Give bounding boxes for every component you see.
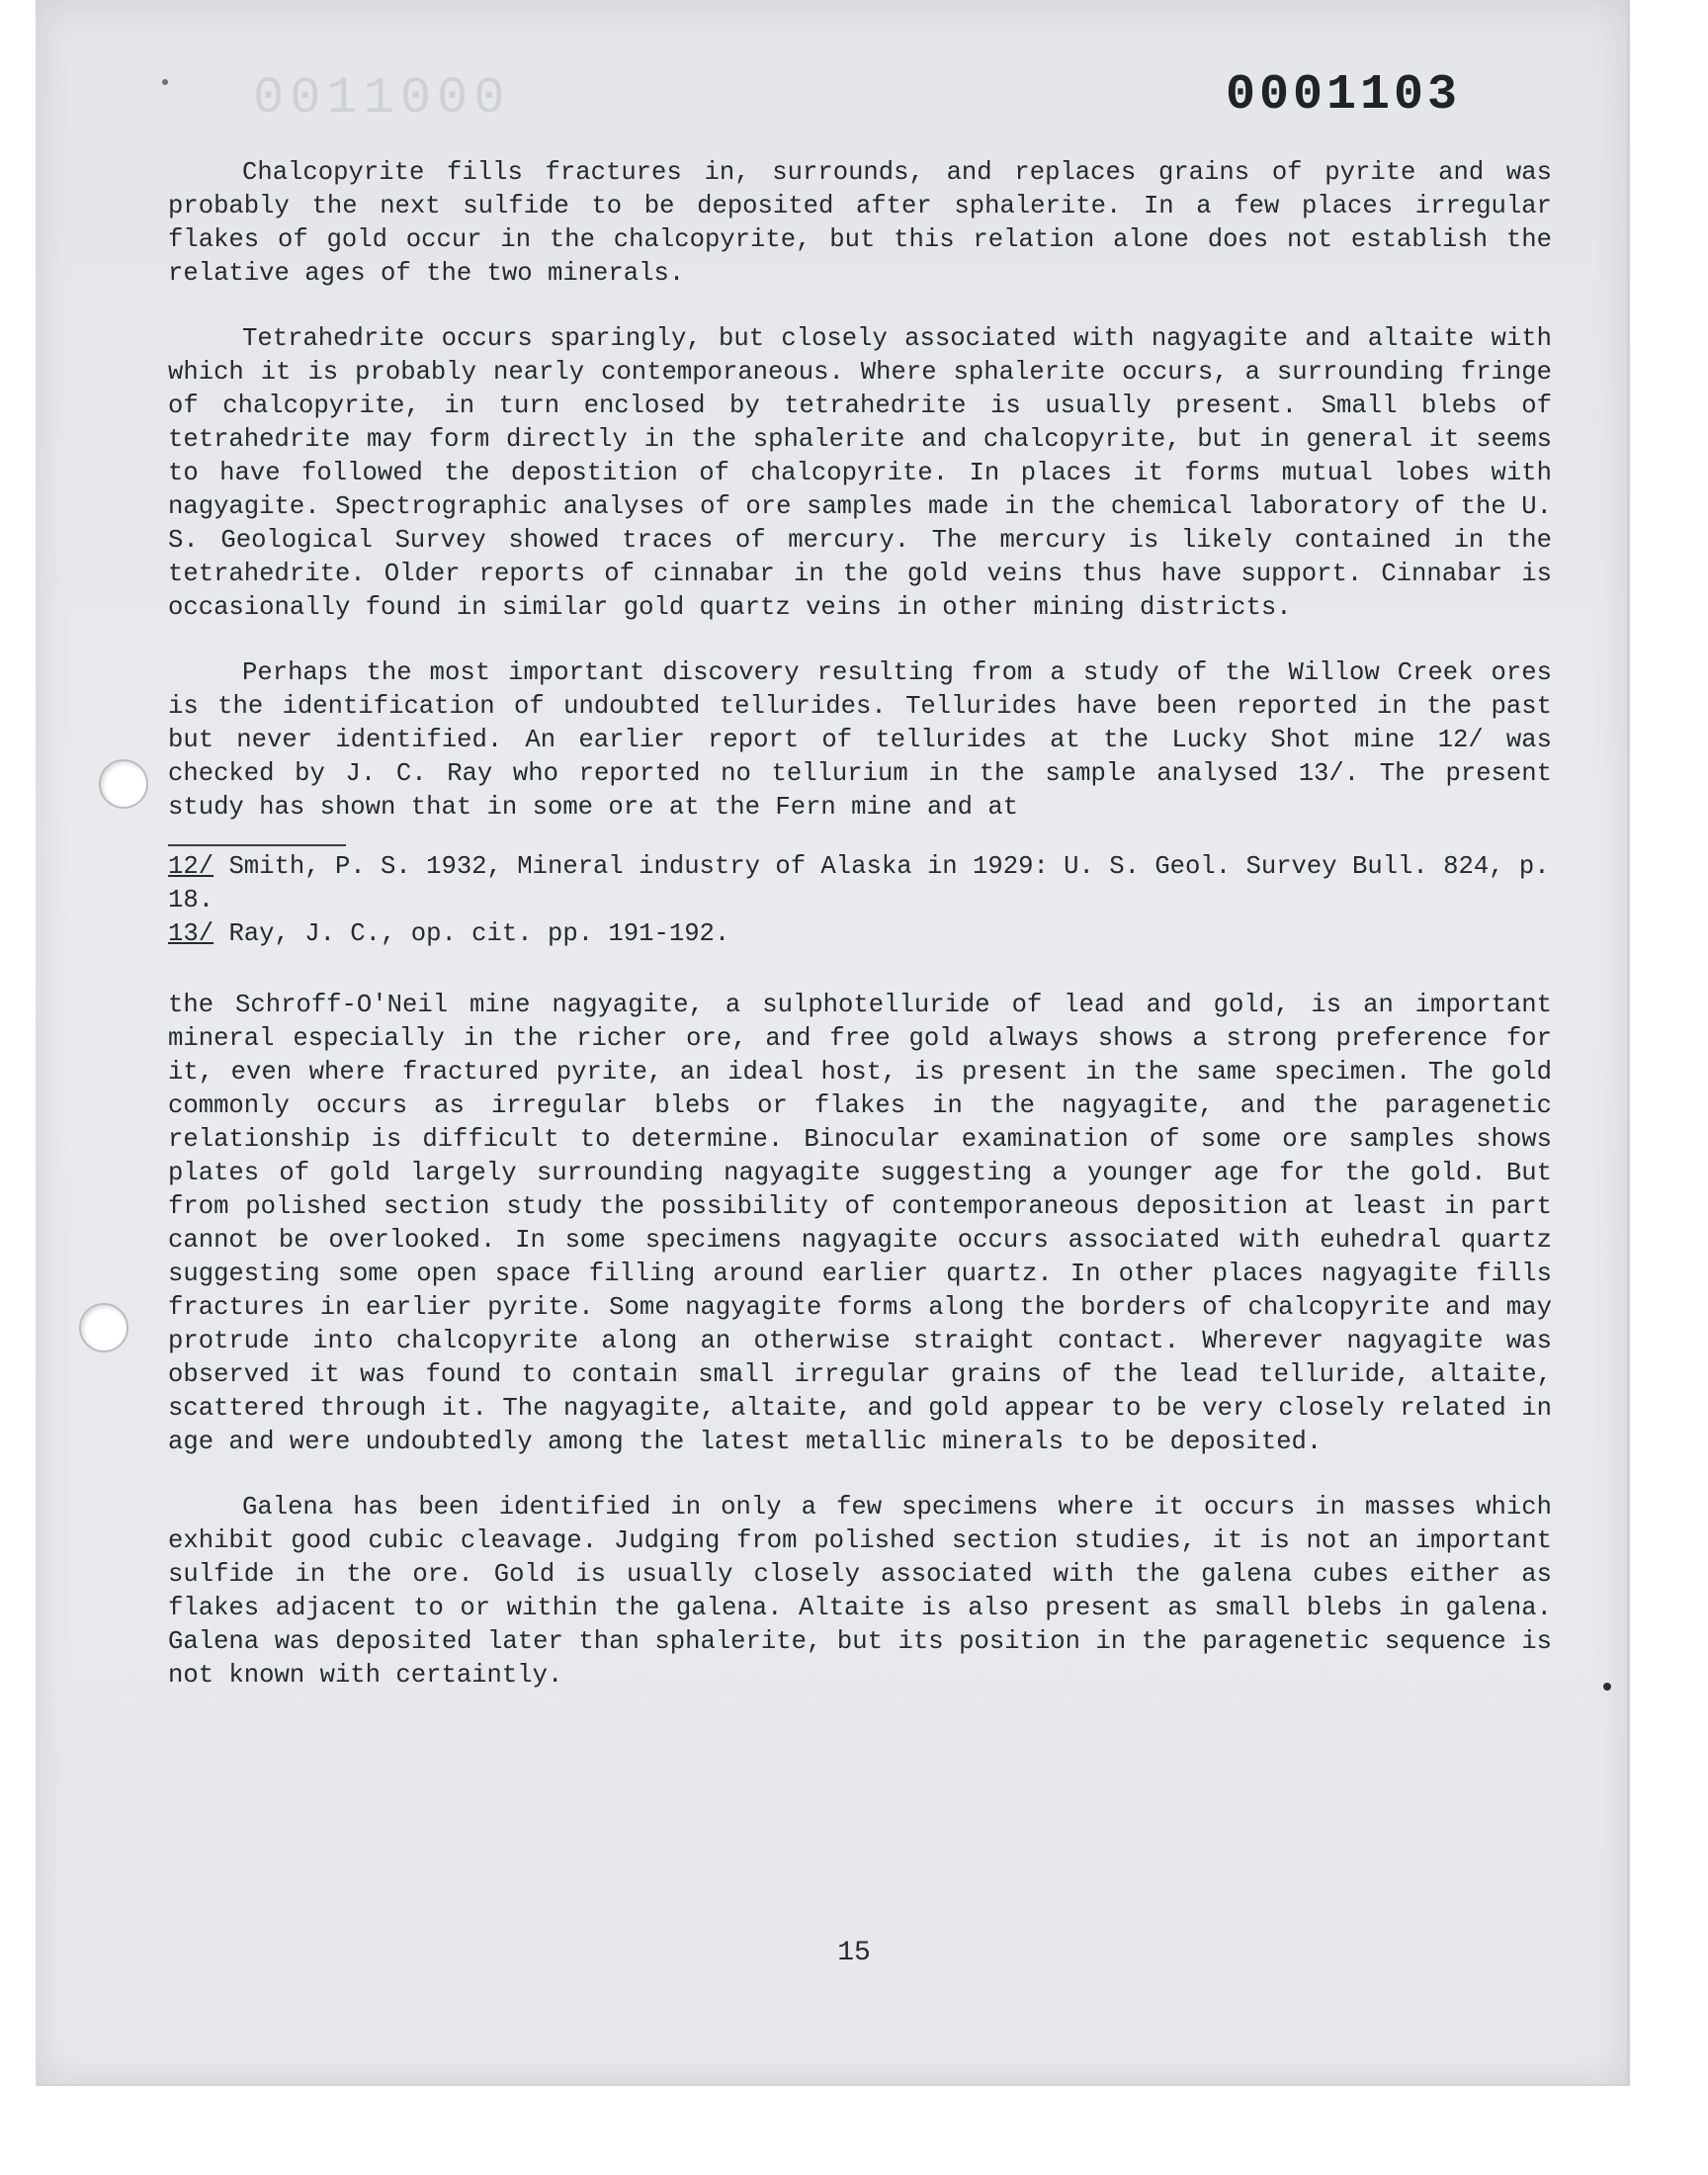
footnote-rule	[168, 844, 346, 846]
bleed-through-id: 0011000	[253, 69, 511, 128]
footnote-13	[168, 917, 1552, 951]
punch-hole	[99, 759, 148, 809]
paragraph-tetrahedrite: Tetrahedrite occurs sparingly, but closely associated with nagyagite and altaite with which it is probably nearly contemporaneous. Where sphalerite occurs, a surrounding fringe of chalcopyrite, in turn enclosed by tetrahedrite is usually present. Small blebs of tetrahedrite may form directly in the sphalerite and chalcopyrite, but in general it seems to have followed the depostition of chalcopyrite. In places it forms mutual lobes with nagyagite. Spectrographic analyses of ore samples made in the chemical laboratory of the U. S. Geological Survey showed traces of mercury. The mercury is likely contained in the tetrahedrite. Older reports of cinnabar in the gold veins thus have support. Cinnabar is occasionally found in similar gold quartz veins in other mining districts.	[168, 324, 1552, 622]
punch-hole	[79, 1303, 128, 1352]
paragraph-galena: Galena has been identified in only a few specimens where it occurs in masses which exhibit good cubic cleavage. Judging from polished section studies, it is not an important sulfide in the ore. Gold is usually closely associated with the galena cubes either as flakes adjacent to or within the galena. Altaite is also present as small blebs in galena. Galena was deposited later than sphalerite, but its position in the paragenetic sequence is not known with certaintly.	[168, 1493, 1552, 1690]
paragraph-tellurides: Perhaps the most important discovery resulting from a study of the Willow Creek ores is the identification of undoubted tellurides. Tellurides have been reported in the past but never identified. An earlier report of tellurides at the Lucky Shot mine 12/ was checked by J. C. Ray who reported no tellurium in the sample analysed 13/. The present study has shown that in some ore at the Fern mine and at	[168, 658, 1552, 822]
paper-speck	[162, 79, 168, 85]
footnote-12	[168, 850, 1552, 917]
footnote-text: Smith, P. S. 1932, Mineral industry of Alaska in 1929: U. S. Geol. Survey Bull. 824, p. 18.	[168, 852, 1550, 914]
document-id-stamp: 0001103	[1226, 67, 1462, 124]
page-number: 15	[837, 1938, 871, 1968]
footnotes	[168, 844, 1552, 951]
paragraph-chalcopyrite: Chalcopyrite fills fractures in, surrounds, and replaces grains of pyrite and was probably the next sulfide to be deposited after sphalerite. In a few places irregular flakes of gold occur in the chalcopyrite, but this relation alone does not establish the relative ages of the two minerals.	[168, 158, 1552, 288]
page-body	[168, 156, 1552, 1724]
paper-speck	[1603, 1683, 1611, 1691]
paragraph-nagyagite: the Schroff-O'Neil mine nagyagite, a sulphotelluride of lead and gold, is an important mineral especially in the richer ore, and free gold always shows a strong preference for it, even where fractured pyrite, an ideal host, is present in the same specimen. The gold commonly occurs as irregular blebs or flakes in the nagyagite, and the paragenetic relationship is difficult to determine. Binocular examination of some ore samples shows plates of gold largely surrounding nagyagite suggesting a younger age for the gold. But from polished section study the possibility of contemporaneous deposition at least in part cannot be overlooked. In some specimens nagyagite occurs associated with euhedral quartz suggesting some open space filling around earlier quartz. In other places nagyagite fills fractures in earlier pyrite. Some nagyagite forms along the borders of chalcopyrite and may protrude into chalcopyrite along an otherwise straight contact. Wherever nagyagite was observed it was found to contain small irregular grains of the lead telluride, altaite, scattered through it. The nagyagite, altaite, and gold appear to be very closely related in age and were undoubtedly among the latest metallic minerals to be deposited.	[168, 991, 1552, 1456]
footnote-mark: 13/	[168, 919, 214, 948]
footnote-text: Ray, J. C., op. cit. pp. 191-192.	[228, 919, 730, 948]
footnote-mark: 12/	[168, 852, 214, 881]
